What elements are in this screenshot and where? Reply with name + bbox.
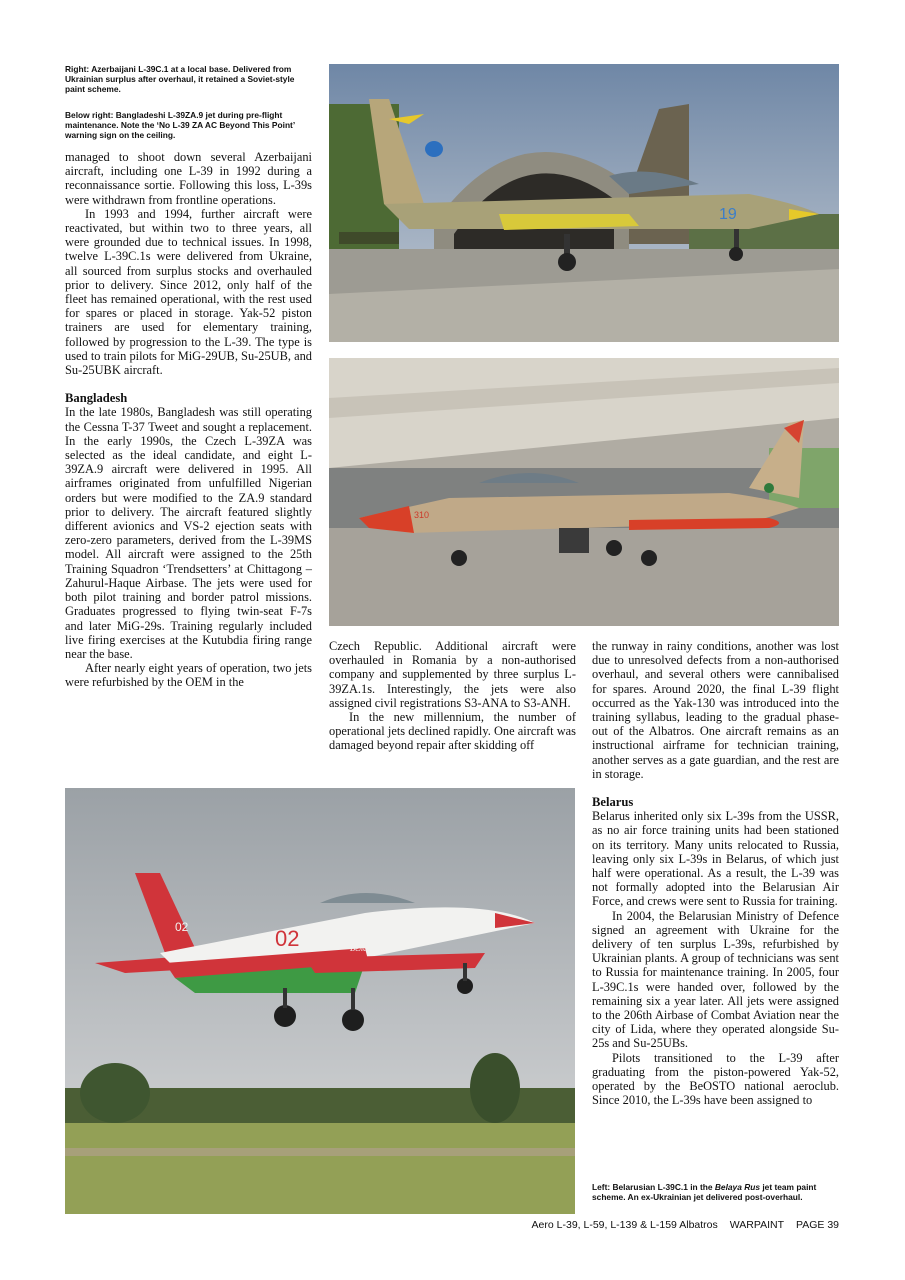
photo-bangladeshi-l39-image <box>329 358 839 626</box>
photo-bangladeshi-l39 <box>329 358 839 626</box>
footer-series: WARPAINT <box>729 1219 784 1231</box>
column-3 <box>592 639 839 1108</box>
photo-azerbaijani-l39-image <box>329 64 839 342</box>
paragraph: After nearly eight years of operation, two jets were refurbished by the OEM in the <box>65 661 312 690</box>
caption-below-right: Below right: Bangladeshi L-39ZA.9 jet during pre-flight maintenance. Note the ‘No L-39 ZA AC Beyond This Point’ warning sign on the ceiling. <box>65 110 295 140</box>
paragraph: In 1993 and 1994, further aircraft were reactivated, but within two to three years, all were grounded due to technical issues. In 1998, twelve L-39C.1s were delivered from Ukraine, all sourced from surplus stocks and overhauled prior to delivery. Since 2012, only half of the fleet has remained operational, with the rest used for spares or placed in storage. Yak-52 piston trainers are used for elementary training, followed by progression to the L-39. The type is used to train pilots for MiG-29UB, Su-25UB, and Su-25UBK aircraft. <box>65 206 312 378</box>
paragraph: Czech Republic. Additional aircraft were overhauled in Romania by a non-authorised company and supplemented by three surplus L-39ZA.1s. Interestingly, the jets were also assigned civil registrations S3-ANA to S3-ANH. <box>329 639 576 710</box>
aircraft-number: 310 <box>414 510 430 520</box>
page-footer <box>532 1219 839 1231</box>
paragraph: Pilots transitioned to the L-39 after graduating from the piston-powered Yak-52, operated by the BeOSTO national aeroclub. Since 2010, the L-39s have been assigned to <box>592 1050 839 1108</box>
column-2 <box>329 639 576 753</box>
paragraph: In 2004, the Belarusian Ministry of Defence signed an agreement with Ukraine for the delivery of ten surplus L-39s, refurbished by Ukrainian plants. A group of technicians was sent to Russia for maintenance training. In 2005, four L-39C.1s were handed over, followed by the remaining six a year later. All jets were assigned to the 206th Airbase of Combat Aviation near the city of Lida, where they operated alongside Su-25s and Su-25UBs. <box>592 908 839 1051</box>
tail-number: 02 <box>175 920 189 934</box>
team-script: Белая Русь <box>350 943 392 953</box>
column-1 <box>65 150 312 690</box>
aircraft-number: 02 <box>275 926 300 951</box>
paragraph: In the new millennium, the number of operational jets declined rapidly. One aircraft was damaged beyond repair after skidding off <box>329 710 576 753</box>
paragraph: the runway in rainy conditions, another was lost due to unresolved defects from a non-authorised overhaul, and several others were cannibalised for spares. Around 2020, the final L-39 flight occurred as the Yak-130 was introduced into the training syllabus, leading to the gradual phase-out of the Albatros. One aircraft remains as an instructional airframe for technician training, another serves as a gate guardian, and the rest are in storage. <box>592 639 839 781</box>
caption-left <box>592 1182 839 1202</box>
photo-belarusian-l39 <box>65 788 575 1214</box>
caption-left-text-end: jet team paint scheme. An ex-Ukrainian jet delivered post-overhaul. <box>592 1182 817 1202</box>
page-number: PAGE 39 <box>796 1219 839 1231</box>
caption-left-italic: Belaya Rus <box>714 1182 761 1192</box>
section-heading-bangladesh: Bangladesh <box>65 391 128 406</box>
photo-azerbaijani-l39 <box>329 64 839 342</box>
aircraft-number: 19 <box>719 206 737 223</box>
footer-title: Aero L-39, L-59, L-139 & L-159 Albatros <box>531 1219 718 1231</box>
paragraph: Belarus inherited only six L-39s from the USSR, as no air force training units had been stationed on its territory. Many units relocated to Russia, leaving only six L-39s in Belarus, of which just half were operational. As a result, the L-39 was not formally adopted into the Belarusian Air Force, and crews were sent to Russia for training. <box>592 809 839 909</box>
section-heading-belarus: Belarus <box>592 795 634 810</box>
caption-right: Right: Azerbaijani L-39C.1 at a local base. Delivered from Ukrainian surplus after overhaul, it retained a Soviet-style paint scheme. <box>65 64 295 94</box>
paragraph: In the late 1980s, Bangladesh was still operating the Cessna T-37 Tweet and sought a replacement. In the early 1990s, the Czech L-39ZA was selected as the ideal candidate, and eight L-39ZA.9 aircraft were delivered in 1995. All airframes originated from unfulfilled Nigerian orders but were modified to the ZA.9 standard prior to delivery. The aircraft featured slightly different avionics and VS-2 ejection seats with zero-zero parameters, derived from the L-39MS model. All aircraft were assigned to the 25th Training Squadron ‘Trendsetters’ at Chittagong – Zahurul-Haque Airbase. The jets were used for both pilot training and border patrol missions. Graduates progressed to flying twin-seat F-7s and later MiG-29s. Training regularly included live firing exercises at the Kutubdia firing range near the base. <box>65 405 312 661</box>
caption-left-text: Left: Belarusian L-39C.1 in the <box>592 1182 715 1192</box>
paragraph: managed to shoot down several Azerbaijani aircraft, including one L-39 in 1992 during a reconnaissance sortie. Following this loss, L-39s were withdrawn from frontline operations. <box>65 150 312 207</box>
photo-belarusian-l39-image <box>65 788 575 1214</box>
